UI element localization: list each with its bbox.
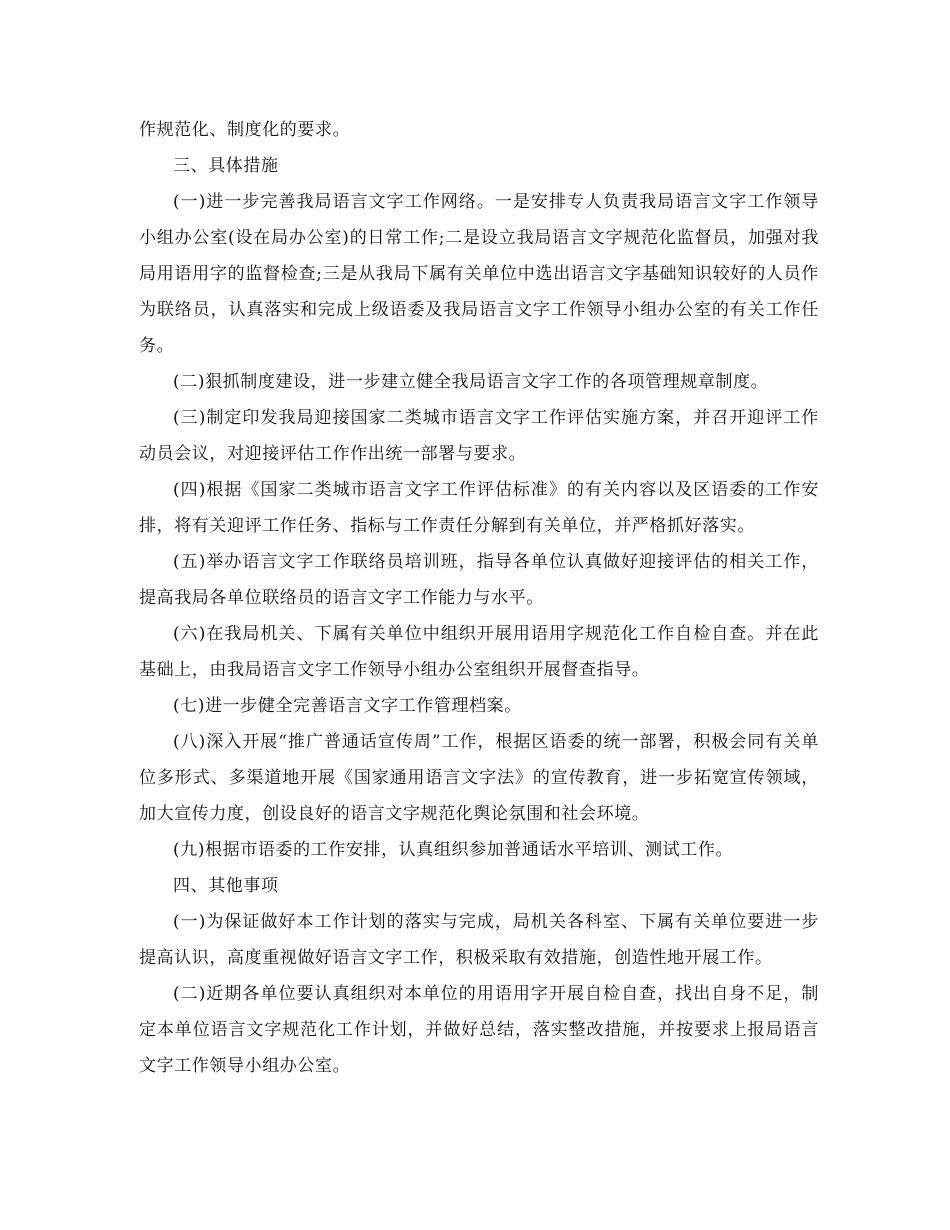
paragraph-item-9: (九)根据市语委的工作安排，认真组织参加普通话水平培训、测试工作。 <box>173 840 734 860</box>
paragraph-item-7: (七)进一步健全完善语言文字工作管理档案。 <box>173 696 522 716</box>
paragraph-item-6: (六)在我局机关、下属有关单位中组织开展用语用字规范化工作自检自查。并在此基础上，由我局语言文字工作领导小组办公室组织开展督查指导。 <box>139 624 819 680</box>
paragraph-other-2: (二)近期各单位要认真组织对本单位的用语用字开展自检自查，找出自身不足，制定本单位语言文字规范化工作计划，并做好总结，落实整改措施，并按要求上报局语言文字工作领导小组办公室。 <box>139 984 819 1076</box>
paragraph-item-2: (二)狠抓制度建设，进一步建立健全我局语言文字工作的各项管理规章制度。 <box>173 372 769 392</box>
paragraph-item-1: (一)进一步完善我局语言文字工作网络。一是安排专人负责我局语言文字工作领导小组办公室(设在局办公室)的日常工作;二是设立我局语言文字规范化监督员，加强对我局用语用字的监督检查;三是从我局下属有关单位中选出语言文字基础知识较好的人员作为联络员，认真落实和完成上级语委及我局语言文字工作领导小组办公室的有关工作任务。 <box>139 192 819 356</box>
section-heading-measures: 三、具体措施 <box>173 156 279 176</box>
paragraph-other-1: (一)为保证做好本工作计划的落实与完成，局机关各科室、下属有关单位要进一步提高认识，高度重视做好语言文字工作，积极采取有效措施，创造性地开展工作。 <box>139 912 819 968</box>
document-body <box>139 112 819 1084</box>
section-heading-other: 四、其他事项 <box>173 876 279 896</box>
paragraph-item-3: (三)制定印发我局迎接国家二类城市语言文字工作评估实施方案，并召开迎评工作动员会议，对迎接评估工作作出统一部署与要求。 <box>139 408 819 464</box>
paragraph-item-5: (五)举办语言文字工作联络员培训班，指导各单位认真做好迎接评估的相关工作，提高我局各单位联络员的语言文字工作能力与水平。 <box>139 552 819 608</box>
paragraph-item-4: (四)根据《国家二类城市语言文字工作评估标准》的有关内容以及区语委的工作安排，将有关迎评工作任务、指标与工作责任分解到有关单位，并严格抓好落实。 <box>139 480 819 536</box>
paragraph-item-8: (八)深入开展“推广普通话宣传周”工作，根据区语委的统一部署，积极会同有关单位多形式、多渠道地开展《国家通用语言文字法》的宣传教育，进一步拓宽宣传领域，加大宣传力度，创设良好的语言文字规范化舆论氛围和社会环境。 <box>139 732 819 824</box>
paragraph-continuation: 作规范化、制度化的要求。 <box>139 120 351 140</box>
